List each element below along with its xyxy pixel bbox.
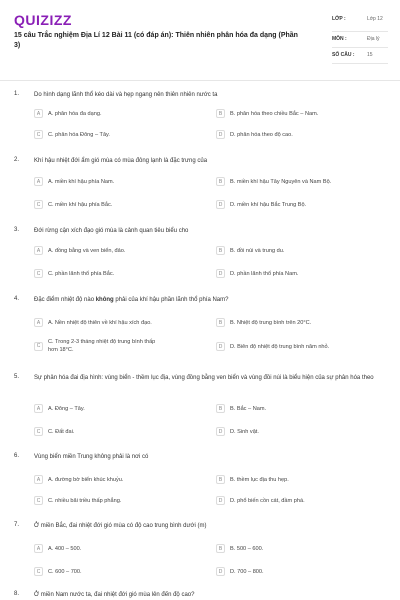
option-a[interactable]	[34, 318, 204, 327]
option-c[interactable]	[34, 338, 204, 354]
option-c[interactable]	[34, 130, 204, 139]
option-text: D. phân hóa theo độ cao.	[230, 131, 293, 138]
option-text: D. Biên độ nhiệt độ trung bình năm nhỏ.	[230, 343, 330, 350]
option-c[interactable]	[34, 269, 204, 278]
option-text: A. đồng bằng và ven biển, đảo.	[48, 247, 126, 254]
worksheet-header	[14, 12, 386, 72]
option-letter-badge: B	[216, 318, 225, 327]
option-text: C. 600 – 700.	[48, 568, 82, 575]
option-letter-badge: D	[216, 200, 225, 209]
option-text: D. miền khí hậu Bắc Trung Bộ.	[230, 201, 307, 208]
option-text: D. Sinh vật.	[230, 428, 259, 435]
option-b[interactable]	[216, 404, 386, 413]
option-text: D. phổ biến cồn cát, đầm phá.	[230, 497, 305, 504]
meta-subject	[332, 32, 388, 48]
question-number: 3.	[14, 227, 20, 233]
option-a[interactable]	[34, 544, 204, 553]
question-number: 5.	[14, 374, 20, 380]
option-letter-badge: A	[34, 475, 43, 484]
option-d[interactable]	[216, 130, 386, 139]
option-d[interactable]	[216, 427, 386, 436]
question-text: Ở miền Bắc, đai nhiệt đới gió mùa có độ cao trung bình dưới (m)	[34, 523, 207, 529]
option-text: A. 400 – 500.	[48, 545, 82, 552]
option-text: A. Đông – Tây.	[48, 405, 85, 412]
option-letter-badge: B	[216, 177, 225, 186]
option-b[interactable]	[216, 109, 386, 118]
option-text: C. phân hóa Đông – Tây.	[48, 131, 110, 138]
option-text: B. 500 – 600.	[230, 545, 264, 552]
class-value: Lớp 12	[367, 16, 383, 22]
option-letter-badge: D	[216, 130, 225, 139]
option-letter-badge: D	[216, 427, 225, 436]
worksheet-meta	[332, 12, 388, 64]
option-c[interactable]	[34, 427, 204, 436]
question-text-emphasis: không	[95, 297, 114, 303]
quizizz-logo: QUIZIZZ	[14, 12, 72, 28]
option-b[interactable]	[216, 246, 386, 255]
question-text-part: phải của khí hậu phần lãnh thổ phía Nam?	[113, 297, 229, 303]
option-text: D. phần lãnh thổ phía Nam.	[230, 270, 299, 277]
option-text: A. đường bờ biển khúc khuỷu.	[48, 476, 124, 483]
question-text: Vùng biển miền Trung không phải là nơi có	[34, 454, 149, 460]
option-a[interactable]	[34, 246, 204, 255]
question-text: Sự phân hóa đai địa hình: vùng biển - thềm lục địa, vùng đồng bằng ven biển và vùng đồi núi là biểu hiện của sự phân hóa theo	[34, 375, 374, 381]
option-a[interactable]	[34, 109, 204, 118]
question-number: 1.	[14, 91, 20, 97]
option-b[interactable]	[216, 475, 386, 484]
count-label: SỐ CÂU :	[332, 52, 355, 58]
question-number: 6.	[14, 453, 20, 459]
option-c[interactable]	[34, 200, 204, 209]
option-text: B. phân hóa theo chiều Bắc – Nam.	[230, 110, 319, 117]
option-text: B. thềm lục địa thu hẹp.	[230, 476, 289, 483]
option-letter-badge: D	[216, 567, 225, 576]
option-d[interactable]	[216, 567, 386, 576]
class-label: LỚP :	[332, 16, 346, 22]
option-text: A. phân hóa đa dạng.	[48, 110, 102, 117]
question-number: 8.	[14, 591, 20, 597]
meta-class	[332, 12, 388, 32]
option-d[interactable]	[216, 269, 386, 278]
option-letter-badge: D	[216, 342, 225, 351]
option-text: B. đồi núi và trung du.	[230, 247, 285, 254]
option-letter-badge: C	[34, 427, 43, 436]
option-text: C. nhiều bãi triều thấp phẳng.	[48, 497, 122, 504]
option-text: A. miền khí hậu phía Nam.	[48, 178, 115, 185]
subject-label: MÔN :	[332, 36, 347, 42]
option-text: C. miền khí hậu phía Bắc.	[48, 201, 113, 208]
option-d[interactable]	[216, 496, 386, 505]
option-text: C. Trong 2-3 tháng nhiệt độ trung bình thấp hơn 18°C.	[48, 339, 156, 353]
option-d[interactable]	[216, 342, 386, 351]
option-letter-badge: C	[34, 130, 43, 139]
option-a[interactable]	[34, 177, 204, 186]
meta-count	[332, 48, 388, 64]
option-text: B. Nhiệt độ trung bình trên 20°C.	[230, 319, 312, 326]
option-text: C. Đất đai.	[48, 428, 75, 435]
option-letter-badge: A	[34, 404, 43, 413]
option-a[interactable]	[34, 475, 204, 484]
option-letter-badge: A	[34, 246, 43, 255]
option-letter-badge: B	[216, 544, 225, 553]
option-letter-badge: B	[216, 109, 225, 118]
option-b[interactable]	[216, 318, 386, 327]
option-letter-badge: C	[34, 496, 43, 505]
question-number: 7.	[14, 522, 20, 528]
question-text: Ở miền Nam nước ta, đai nhiệt đới gió mùa lên đến độ cao?	[34, 592, 195, 598]
question-text	[34, 296, 380, 305]
option-c[interactable]	[34, 496, 204, 505]
option-text: C. phần lãnh thổ phía Bắc.	[48, 270, 115, 277]
option-a[interactable]	[34, 404, 204, 413]
option-text: D. 700 – 800.	[230, 568, 264, 575]
question-number: 4.	[14, 296, 20, 302]
option-letter-badge: A	[34, 177, 43, 186]
option-letter-badge: A	[34, 109, 43, 118]
option-letter-badge: B	[216, 246, 225, 255]
option-letter-badge: A	[34, 544, 43, 553]
option-text: B. miền khí hậu Tây Nguyên và Nam Bộ.	[230, 178, 332, 185]
question-text: Khí hậu nhiệt đới ẩm gió mùa có mùa đông lạnh là đặc trưng của	[34, 158, 208, 164]
option-letter-badge: B	[216, 475, 225, 484]
option-c[interactable]	[34, 567, 204, 576]
question-text-part: Đặc điểm nhiệt độ nào	[34, 297, 96, 303]
question-text: Do hình dạng lãnh thổ kéo dài và hẹp ngang nên thiên nhiên nước ta	[34, 92, 218, 98]
question-text: Đới rừng cận xích đạo gió mùa là cảnh quan tiêu biểu cho	[34, 228, 189, 234]
option-d[interactable]	[216, 200, 386, 209]
subject-value: Địa lý	[367, 36, 380, 42]
option-b[interactable]	[216, 177, 386, 186]
worksheet-title: 15 câu Trắc nghiệm Địa Lí 12 Bài 11 (có đáp án): Thiên nhiên phân hóa đa dạng (Phần 3)	[14, 32, 298, 49]
option-text: A. Nền nhiệt độ thiên về khí hậu xích đạo.	[48, 319, 152, 326]
option-letter-badge: C	[34, 269, 43, 278]
count-value: 15	[367, 52, 373, 58]
question-number: 2.	[14, 157, 20, 163]
option-letter-badge: C	[34, 200, 43, 209]
option-letter-badge: B	[216, 404, 225, 413]
option-letter-badge: A	[34, 318, 43, 327]
option-letter-badge: C	[34, 342, 43, 351]
option-b[interactable]	[216, 544, 386, 553]
option-letter-badge: D	[216, 496, 225, 505]
header-divider	[0, 80, 400, 81]
option-letter-badge: C	[34, 567, 43, 576]
option-letter-badge: D	[216, 269, 225, 278]
option-text: B. Bắc – Nam.	[230, 405, 267, 412]
